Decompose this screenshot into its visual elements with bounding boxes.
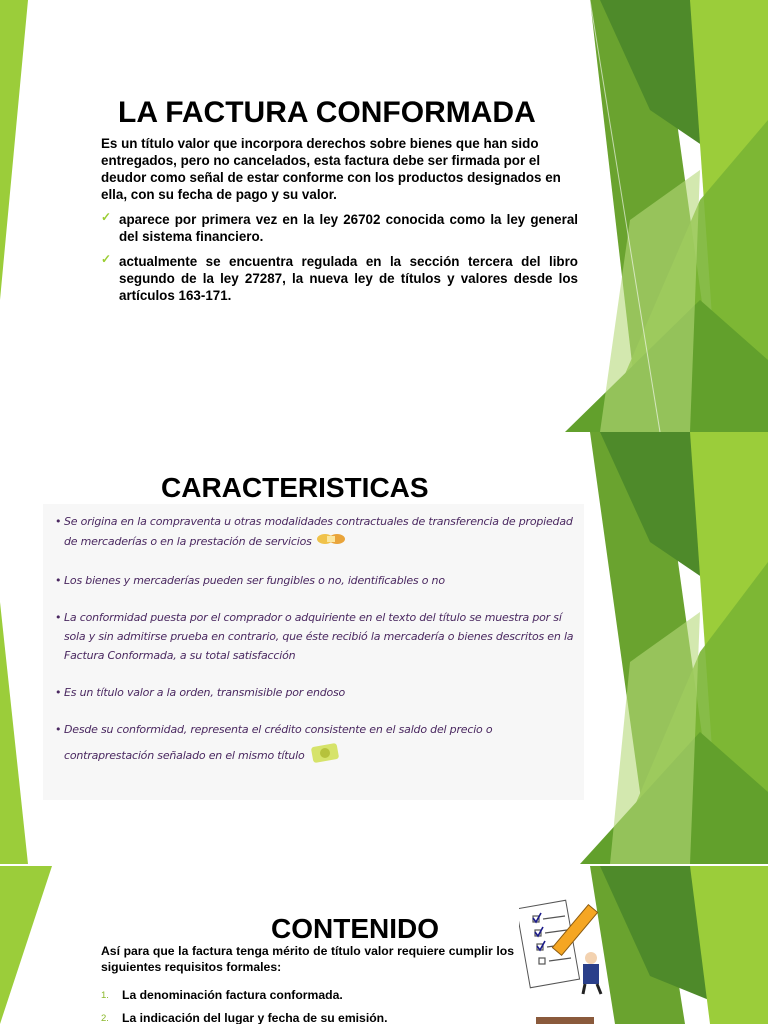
characteristics-list [43, 504, 584, 773]
slide-1 [0, 0, 768, 432]
slide-intro: Así para que la factura tenga mérito de título valor requiere cumplir los siguientes requisitos formales: [101, 944, 514, 974]
money-icon [309, 739, 341, 773]
list-item: ✓ actualmente se encuentra regulada en la sección tercera del libro segundo de la ley 27287, la nueva ley de títulos y valores desde los artículos 163-171. [101, 252, 578, 303]
list-item: • Se origina en la compraventa u otras modalidades contractuales de transferencia de propiedad de mercaderías o en la prestación de servicios [55, 512, 574, 553]
list-item: • La conformidad puesta por el comprador o adquiriente en el texto del título se muestra por sí sola y sin admitirse prueba en contrario, que éste recibió la mercadería o bienes descritos en la Factura Conformada, a su total satisfacción [55, 611, 574, 662]
handshake-icon [316, 531, 346, 553]
slide-3 [0, 866, 768, 1024]
list-item: • Es un título valor a la orden, transmisible por endoso [55, 686, 346, 699]
list-item: 1. La denominación factura conformada. [101, 988, 343, 1002]
list-item: ✓ aparece por primera vez en la ley 26702 conocida como la ley general del sistema financiero. [101, 210, 578, 244]
check-icon: ✓ [101, 210, 112, 224]
slide-2 [0, 432, 768, 864]
requirements-list [101, 987, 531, 1024]
slide-title: CONTENIDO [271, 913, 439, 944]
check-list [101, 211, 578, 312]
checklist-pencil-illustration [519, 898, 614, 1001]
slide-intro: Es un título valor que incorpora derechos sobre bienes que han sido entregados, pero no cancelados, esta factura debe ser firmada por el deudor como señal de estar conforme con los productos designados en ella, con su fecha de pago y su valor. [101, 136, 561, 202]
characteristics-panel [43, 504, 584, 800]
list-item: • Desde su conformidad, representa el crédito consistente en el saldo del precio o contraprestación señalado en el mismo título [55, 720, 574, 773]
slide-title: LA FACTURA CONFORMADA [118, 96, 536, 129]
photo-thumbnail [536, 1017, 594, 1024]
list-item: 2. La indicación del lugar y fecha de su emisión. [101, 1011, 388, 1024]
list-item: • Los bienes y mercaderías pueden ser fungibles o no, identificables o no [55, 574, 445, 587]
check-icon: ✓ [101, 252, 112, 266]
slide-title: CARACTERISTICAS [161, 472, 429, 503]
